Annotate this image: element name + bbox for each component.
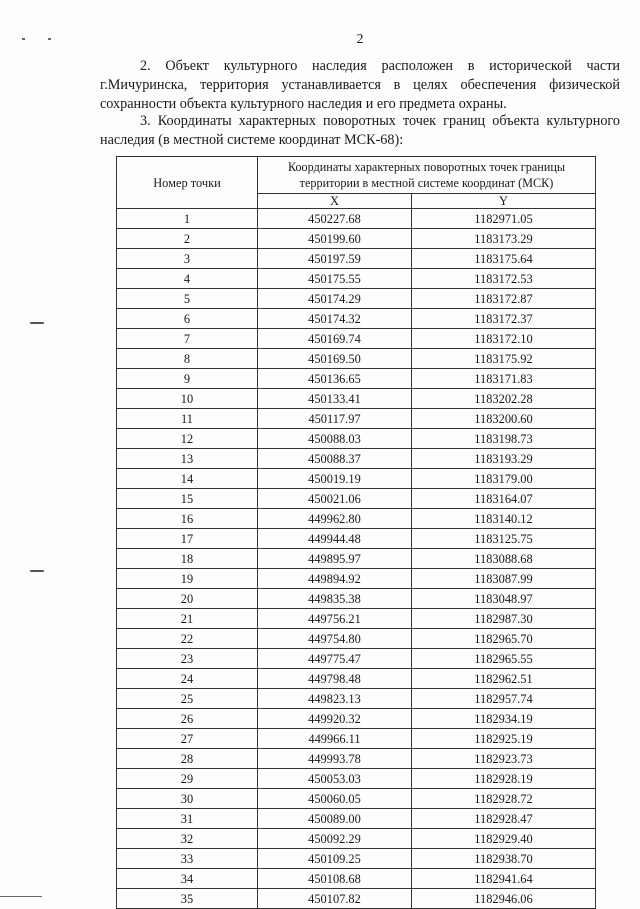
y-coordinate-cell: 1182941.64 (412, 869, 596, 889)
point-number-cell: 12 (117, 429, 258, 449)
x-coordinate-cell: 449754.80 (258, 629, 412, 649)
point-number-cell: 20 (117, 589, 258, 609)
y-coordinate-cell: 1182971.05 (412, 209, 596, 229)
point-number-cell: 10 (117, 389, 258, 409)
x-coordinate-cell: 449756.21 (258, 609, 412, 629)
point-number-cell: 33 (117, 849, 258, 869)
table-row (117, 629, 596, 649)
point-number-cell: 7 (117, 329, 258, 349)
point-number-cell: 26 (117, 709, 258, 729)
table-row (117, 589, 596, 609)
x-coordinate-cell: 449920.32 (258, 709, 412, 729)
y-coordinate-cell: 1182929.40 (412, 829, 596, 849)
x-coordinate-cell: 449894.92 (258, 569, 412, 589)
y-coordinate-cell: 1182928.19 (412, 769, 596, 789)
point-number-cell: 27 (117, 729, 258, 749)
x-coordinate-cell: 450060.05 (258, 789, 412, 809)
point-number-cell: 3 (117, 249, 258, 269)
table-row (117, 829, 596, 849)
x-coordinate-cell: 450133.41 (258, 389, 412, 409)
x-coordinate-cell: 450019.19 (258, 469, 412, 489)
table-row (117, 369, 596, 389)
x-coordinate-cell: 449798.48 (258, 669, 412, 689)
point-number-cell: 5 (117, 289, 258, 309)
table-row (117, 329, 596, 349)
y-coordinate-cell: 1182987.30 (412, 609, 596, 629)
y-coordinate-cell: 1183087.99 (412, 569, 596, 589)
table-row (117, 429, 596, 449)
y-coordinate-cell: 1183171.83 (412, 369, 596, 389)
y-coordinate-cell: 1183125.75 (412, 529, 596, 549)
paragraph-location: 2. Объект культурного наследия расположен в исторической части г.Мичуринска, территория устанавливается в целях обеспечения физической сохранности объекта культурного наследия и его предмета охраны. (100, 58, 620, 112)
point-number-cell: 25 (117, 689, 258, 709)
table-row (117, 529, 596, 549)
point-number-cell: 11 (117, 409, 258, 429)
point-number-cell: 14 (117, 469, 258, 489)
y-coordinate-cell: 1183193.29 (412, 449, 596, 469)
table-row (117, 789, 596, 809)
y-coordinate-cell: 1182928.72 (412, 789, 596, 809)
y-coordinate-cell: 1182934.19 (412, 709, 596, 729)
table-row (117, 729, 596, 749)
table-header (117, 157, 596, 209)
y-coordinate-cell: 1182962.51 (412, 669, 596, 689)
x-coordinate-cell: 450169.50 (258, 349, 412, 369)
table-row (117, 769, 596, 789)
x-coordinate-cell: 449966.11 (258, 729, 412, 749)
y-coordinate-cell: 1183048.97 (412, 589, 596, 609)
margin-mark-upper (30, 322, 44, 324)
table-row (117, 689, 596, 709)
x-coordinate-cell: 450199.60 (258, 229, 412, 249)
x-coordinate-cell: 450175.55 (258, 269, 412, 289)
x-coordinate-cell: 450088.03 (258, 429, 412, 449)
header-y: Y (412, 194, 596, 209)
x-coordinate-cell: 449895.97 (258, 549, 412, 569)
x-coordinate-cell: 449775.47 (258, 649, 412, 669)
table-row (117, 569, 596, 589)
header-coordinates-group: Координаты характерных поворотных точек границы территории в местной системе координат (МСК) (258, 157, 596, 194)
x-coordinate-cell: 450108.68 (258, 869, 412, 889)
x-coordinate-cell: 450089.00 (258, 809, 412, 829)
table-row (117, 449, 596, 469)
point-number-cell: 29 (117, 769, 258, 789)
y-coordinate-cell: 1183202.28 (412, 389, 596, 409)
x-coordinate-cell: 450117.97 (258, 409, 412, 429)
point-number-cell: 24 (117, 669, 258, 689)
x-coordinate-cell: 450136.65 (258, 369, 412, 389)
x-coordinate-cell: 450088.37 (258, 449, 412, 469)
point-number-cell: 23 (117, 649, 258, 669)
point-number-cell: 17 (117, 529, 258, 549)
point-number-cell: 16 (117, 509, 258, 529)
table-row (117, 609, 596, 629)
table-row (117, 469, 596, 489)
paragraph-coordinates-intro: 3. Координаты характерных поворотных точек границ объекта культурного наследия (в местной системе координат МСК-68): (100, 113, 620, 148)
table-row (117, 649, 596, 669)
table-row (117, 309, 596, 329)
header-x: X (258, 194, 412, 209)
table-row (117, 269, 596, 289)
y-coordinate-cell: 1183164.07 (412, 489, 596, 509)
point-number-cell: 22 (117, 629, 258, 649)
margin-dot-left (22, 38, 25, 40)
y-coordinate-cell: 1183172.87 (412, 289, 596, 309)
y-coordinate-cell: 1182946.06 (412, 889, 596, 909)
y-coordinate-cell: 1183172.10 (412, 329, 596, 349)
x-coordinate-cell: 450174.32 (258, 309, 412, 329)
x-coordinate-cell: 449962.80 (258, 509, 412, 529)
table-row (117, 349, 596, 369)
table-row (117, 889, 596, 909)
point-number-cell: 2 (117, 229, 258, 249)
point-number-cell: 35 (117, 889, 258, 909)
x-coordinate-cell: 450174.29 (258, 289, 412, 309)
x-coordinate-cell: 449993.78 (258, 749, 412, 769)
x-coordinate-cell: 450021.06 (258, 489, 412, 509)
point-number-cell: 28 (117, 749, 258, 769)
x-coordinate-cell: 449944.48 (258, 529, 412, 549)
header-point-number: Номер точки (117, 157, 258, 209)
table-row (117, 709, 596, 729)
table-row (117, 849, 596, 869)
y-coordinate-cell: 1182965.55 (412, 649, 596, 669)
point-number-cell: 6 (117, 309, 258, 329)
y-coordinate-cell: 1183175.64 (412, 249, 596, 269)
table-row (117, 409, 596, 429)
y-coordinate-cell: 1183173.29 (412, 229, 596, 249)
y-coordinate-cell: 1183172.37 (412, 309, 596, 329)
x-coordinate-cell: 450169.74 (258, 329, 412, 349)
y-coordinate-cell: 1182923.73 (412, 749, 596, 769)
table-body (117, 209, 596, 909)
point-number-cell: 19 (117, 569, 258, 589)
y-coordinate-cell: 1182957.74 (412, 689, 596, 709)
y-coordinate-cell: 1182965.70 (412, 629, 596, 649)
table-row (117, 549, 596, 569)
coordinates-table (116, 156, 596, 909)
table-row (117, 289, 596, 309)
point-number-cell: 13 (117, 449, 258, 469)
y-coordinate-cell: 1183140.12 (412, 509, 596, 529)
y-coordinate-cell: 1183198.73 (412, 429, 596, 449)
x-coordinate-cell: 450227.68 (258, 209, 412, 229)
table-row (117, 809, 596, 829)
y-coordinate-cell: 1182928.47 (412, 809, 596, 829)
x-coordinate-cell: 449823.13 (258, 689, 412, 709)
table-row (117, 749, 596, 769)
table-row (117, 489, 596, 509)
y-coordinate-cell: 1182925.19 (412, 729, 596, 749)
page-number: 2 (356, 32, 364, 47)
x-coordinate-cell: 449835.38 (258, 589, 412, 609)
table-row (117, 229, 596, 249)
y-coordinate-cell: 1183200.60 (412, 409, 596, 429)
point-number-cell: 8 (117, 349, 258, 369)
table-row (117, 669, 596, 689)
point-number-cell: 34 (117, 869, 258, 889)
table-row (117, 249, 596, 269)
point-number-cell: 15 (117, 489, 258, 509)
point-number-cell: 30 (117, 789, 258, 809)
margin-mark-lower (30, 570, 44, 572)
table-row (117, 389, 596, 409)
y-coordinate-cell: 1182938.70 (412, 849, 596, 869)
x-coordinate-cell: 450109.25 (258, 849, 412, 869)
point-number-cell: 1 (117, 209, 258, 229)
point-number-cell: 18 (117, 549, 258, 569)
y-coordinate-cell: 1183088.68 (412, 549, 596, 569)
table-row (117, 869, 596, 889)
y-coordinate-cell: 1183172.53 (412, 269, 596, 289)
x-coordinate-cell: 450197.59 (258, 249, 412, 269)
x-coordinate-cell: 450092.29 (258, 829, 412, 849)
table-row (117, 209, 596, 229)
point-number-cell: 4 (117, 269, 258, 289)
footer-line (0, 896, 42, 897)
x-coordinate-cell: 450107.82 (258, 889, 412, 909)
point-number-cell: 21 (117, 609, 258, 629)
point-number-cell: 32 (117, 829, 258, 849)
x-coordinate-cell: 450053.03 (258, 769, 412, 789)
point-number-cell: 9 (117, 369, 258, 389)
point-number-cell: 31 (117, 809, 258, 829)
margin-dot-right (48, 38, 51, 40)
y-coordinate-cell: 1183175.92 (412, 349, 596, 369)
table-row (117, 509, 596, 529)
y-coordinate-cell: 1183179.00 (412, 469, 596, 489)
